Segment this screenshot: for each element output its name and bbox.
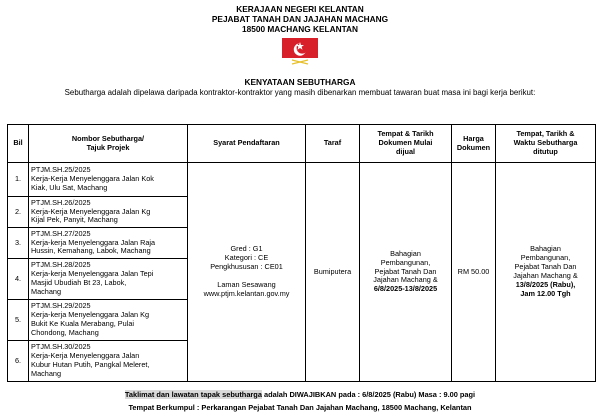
letterhead [0, 4, 600, 35]
header-tempat: Tempat & Tarikh Dokumen Mulai dijual [360, 125, 452, 163]
notice-intro: Sebutharga adalah dipelawa daripada kontraktor-kontraktor yang masih dibenarkan membuat tawaran buat masa ini bagi kerja berikut: [64, 88, 536, 97]
row-bil: 6. [8, 341, 29, 382]
row-project: PTJM.SH.27/2025 Kerja-kerja Menyelenggara Jalan Raja Hussin, Kemahang, Labok, Machang [29, 228, 188, 259]
header-office: PEJABAT TANAH DAN JAJAHAN MACHANG [211, 14, 389, 25]
briefing-notice [0, 390, 600, 399]
header-address: 18500 MACHANG KELANTAN [241, 24, 359, 35]
kelantan-crest-icon [282, 38, 318, 66]
tender-table [7, 124, 596, 382]
row-project: PTJM.SH.29/2025 Kerja-kerja Menyelenggara Jalan Kg Bukit Ke Kuala Merabang, Pulai Chondong, Machang [29, 300, 188, 341]
tempat-tutup-cell: Bahagian Pembangunan, Pejabat Tanah Dan Jajahan Machang & 13/8/2025 (Rabu), Jam 12.00 Tgh [496, 163, 596, 382]
row-project: PTJM.SH.25/2025 Kerja-Kerja Menyelenggara Jalan Kok Kiak, Ulu Sat, Machang [29, 163, 188, 197]
row-bil: 2. [8, 197, 29, 228]
taraf-cell: Bumiputera [306, 163, 360, 382]
tempat-jual-cell: Bahagian Pembangunan, Pejabat Tanah Dan Jajahan Machang & 6/8/2025-13/8/2025 [360, 163, 452, 382]
header-syarat: Syarat Pendaftaran [188, 125, 306, 163]
briefing-details: adalah DIWAJIBKAN pada : 6/8/2025 (Rabu) Masa : 9.00 pagi [261, 390, 476, 399]
harga-dokumen-cell: RM 50.00 [452, 163, 496, 382]
header-nombor: Nombor Sebutharga/ Tajuk Projek [29, 125, 188, 163]
meeting-place: Tempat Berkumpul : Perkarangan Pejabat Tanah Dan Jajahan Machang, 18500 Machang, Kelantan [128, 403, 472, 412]
table-row [8, 163, 596, 197]
notice-title: KENYATAAN SEBUTHARGA [244, 77, 356, 87]
row-bil: 1. [8, 163, 29, 197]
header-state: KERAJAAN NEGERI KELANTAN [236, 4, 364, 14]
row-bil: 4. [8, 259, 29, 300]
syarat-laman: Laman Sesawang [217, 279, 276, 289]
crest-divider [282, 57, 318, 58]
syarat-pendaftaran-cell [188, 163, 306, 382]
row-bil: 3. [8, 228, 29, 259]
syarat-url: www.ptjm.kelantan.gov.my [203, 288, 290, 298]
header-taraf: Taraf [306, 125, 360, 163]
row-bil: 5. [8, 300, 29, 341]
syarat-gred: Gred : G1 [230, 244, 263, 254]
row-project: PTJM.SH.30/2025 Kerja-Kerja Menyelenggara Jalan Kubur Hutan Putih, Pangkal Meleret, Machang [29, 341, 188, 382]
header-bil: Bil [8, 125, 29, 163]
syarat-pengkhususan: Pengkhususan : CE01 [210, 262, 283, 272]
briefing-highlight: Taklimat dan lawatan tapak sebutharga [124, 390, 262, 399]
row-project: PTJM.SH.26/2025 Kerja-Kerja Menyelenggara Jalan Kg Kijal Pek, Panyit, Machang [29, 197, 188, 228]
row-project: PTJM.SH.28/2025 Kerja-kerja Menyelenggara Jalan Tepi Masjid Ubudiah Bt 23, Labok, Machang [29, 259, 188, 300]
header-harga: Harga Dokumen [452, 125, 496, 163]
header-tutup: Tempat, Tarikh & Waktu Sebutharga ditutup [496, 125, 596, 163]
syarat-kategori: Kategori : CE [224, 253, 269, 263]
table-header-row [8, 125, 596, 163]
